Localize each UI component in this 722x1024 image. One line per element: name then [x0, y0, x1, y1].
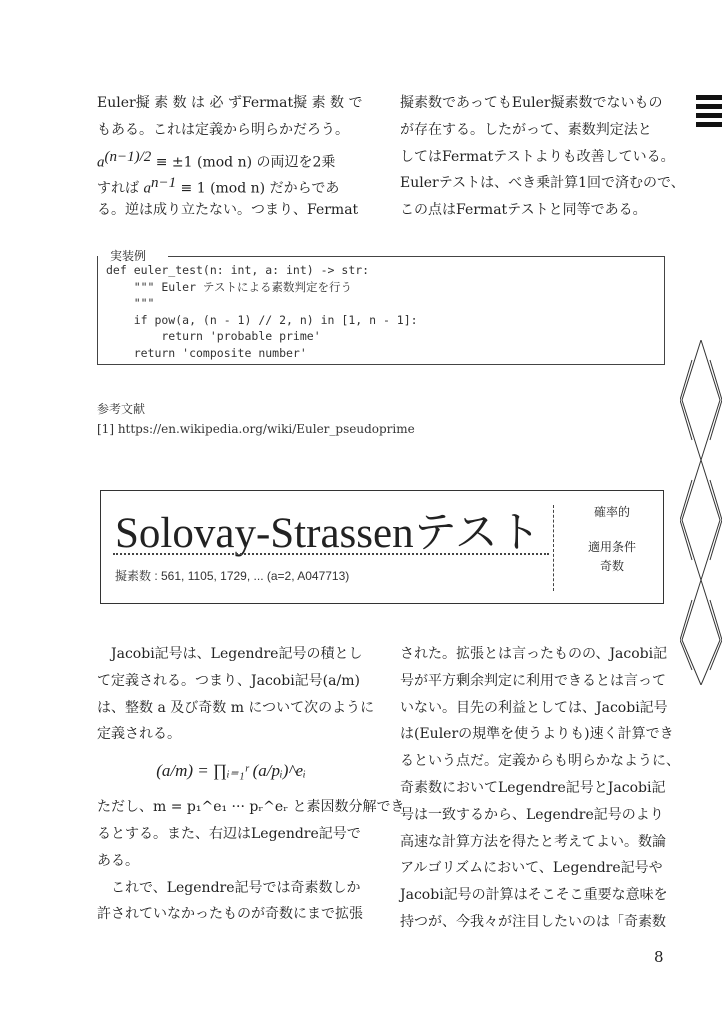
ornament-divider [113, 553, 549, 555]
reference-item[interactable]: [1] https://en.wikipedia.org/wiki/Euler_pseudoprime [97, 422, 415, 436]
jacobi-formula: (a/m) = ∏ᵢ₌₁ʳ (a/pᵢ)^eᵢ [156, 761, 306, 781]
bottom-right-column [400, 641, 680, 936]
text-line: ある。 [97, 852, 139, 869]
pseudoprime-list: 擬素数 : 561, 1105, 1729, ... (a=2, A047713) [115, 569, 350, 583]
page-number: 8 [654, 948, 664, 966]
text-line: る。逆は成り立たない。つまり、Fermat [97, 202, 359, 219]
text-line: Jacobi記号は、Legendre記号の積とし [97, 646, 363, 662]
text-line: 奇素数においてLegendre記号とJacobi記 [400, 779, 666, 796]
text-line: 許されていなかったものが奇数にまで拡張 [97, 906, 363, 923]
text-line: ただし、m = p₁^e₁ ··· pᵣ^eᵣ と素因数分解でき [97, 799, 405, 816]
text-line: された。拡張とは言ったものの、Jacobi記 [400, 646, 668, 662]
code-example-box [97, 249, 665, 365]
math-line: $a^{(n-1)/2} \equiv \pm 1$ (mod n) の両辺を2乗 [97, 148, 336, 171]
references-heading: 参考文献 [97, 402, 146, 416]
vertical-divider [553, 505, 554, 591]
condition-label: 適用条件 [587, 540, 636, 554]
text-line: は(Eulerの規準を使うよりも)速く計算でき [400, 726, 674, 743]
text-line: Eulerテストは、べき乗計算1回で済むので、 [400, 175, 685, 192]
text-line: いない。目先の利益としては、Jacobi記号 [400, 699, 668, 716]
text-line: て定義される。つまり、Jacobi記号(a/m) [97, 672, 360, 689]
text-line: 高速な計算方法を得たと考えてよい。数論 [400, 833, 666, 850]
math-line: すれば $a^{n-1} \equiv 1$ (mod n) だからであ [97, 175, 340, 198]
text-line: Euler擬 素 数 は 必 ずFermat擬 素 数 で [97, 95, 363, 111]
text-line: 号が平方剰余判定に利用できるとは言って [400, 672, 666, 689]
text-line: るとする。また、右辺はLegendre記号で [97, 825, 361, 842]
code-block: def euler_test(n: int, a: int) -> str: """ Euler テストによる素数判定を行う """ if pow(a, (n - 1) // 2, n) in [1, n - 1]: return 'probable prime' return 'composite number' [106, 263, 418, 360]
bottom-left-column [97, 641, 405, 928]
condition-value: 奇数 [599, 559, 624, 573]
text-line: 号は一致するから、Legendre記号のより [400, 806, 664, 823]
decorative-lattice [680, 340, 722, 685]
text-line: るという点だ。定義からも明らかなように、 [400, 753, 680, 770]
top-right-column [400, 90, 685, 224]
text-line: アルゴリズムにおいて、Legendre記号や [400, 860, 663, 877]
text-line: もある。これは定義から明らかだろう。 [97, 121, 349, 138]
text-line: は、整数 a 及び奇数 m について次のように [97, 699, 375, 716]
chapter-tab-icon [696, 95, 722, 127]
text-line: 持つが、今我々が注目したいのは「奇素数 [400, 913, 666, 930]
text-line: 擬素数であってもEuler擬素数でないもの [400, 95, 663, 111]
tag-probabilistic: 確率的 [593, 505, 630, 519]
code-box-label: 実装例 [106, 247, 150, 264]
text-line: この点はFermatテストと同等である。 [400, 202, 647, 219]
text-line: が存在する。したがって、素数判定法と [400, 121, 652, 138]
section-title: Solovay-Strassenテスト [115, 510, 541, 557]
text-line: Jacobi記号の計算はそこそこ重要な意味を [400, 887, 668, 904]
top-left-column [97, 90, 365, 224]
text-line: してはFermatテストよりも改善している。 [400, 148, 675, 165]
section-title-box [100, 490, 664, 604]
text-line: これで、Legendre記号では奇素数しか [97, 879, 361, 896]
text-line: 定義される。 [97, 726, 181, 743]
